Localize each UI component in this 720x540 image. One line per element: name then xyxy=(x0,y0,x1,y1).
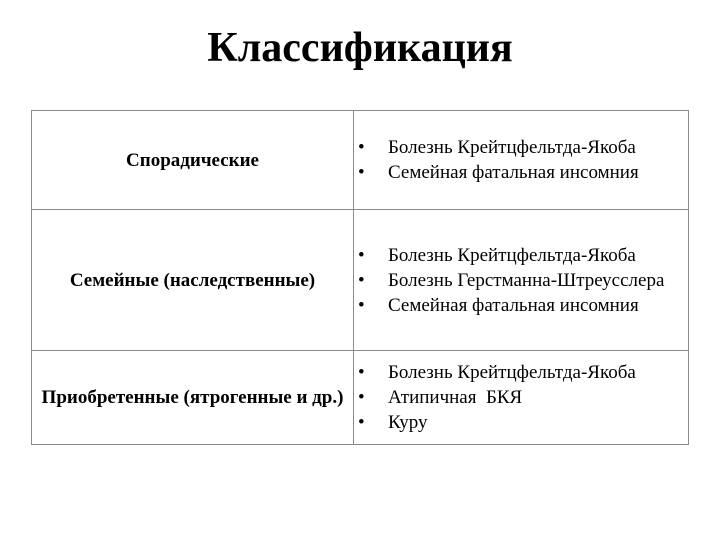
bullet-dot-icon: • xyxy=(358,162,365,183)
bullet-dot-icon: • xyxy=(358,387,365,408)
bullet-dot-icon: • xyxy=(358,269,365,291)
classification-table xyxy=(31,110,689,445)
items-cell xyxy=(354,111,689,210)
table-row xyxy=(32,111,689,210)
list-item: • Атипичная БКЯ xyxy=(358,387,523,408)
list-item: • Болезнь Крейтцфельтда-Якоба xyxy=(358,244,636,266)
list-item: • Болезнь Крейтцфельтда-Якоба xyxy=(358,137,636,158)
bullet-dot-icon: • xyxy=(358,244,365,266)
list-item: • Болезнь Герстманна-Штреусслера xyxy=(358,269,665,291)
bullet-dot-icon: • xyxy=(358,362,365,383)
bullet-dot-icon: • xyxy=(358,294,365,316)
table-row xyxy=(32,210,689,351)
disease-list xyxy=(354,360,688,435)
items-cell xyxy=(354,351,689,445)
list-item: • Куру xyxy=(358,412,428,433)
list-item: • Семейная фатальная инсомния xyxy=(358,162,639,183)
bullet-dot-icon: • xyxy=(358,137,365,158)
list-item: • Болезнь Крейтцфельтда-Якоба xyxy=(358,362,636,383)
table-row xyxy=(32,351,689,445)
page-title: Классификация xyxy=(207,25,513,71)
bullet-dot-icon: • xyxy=(358,412,365,433)
category-cell: Семейные (наследственные) xyxy=(32,210,354,351)
disease-list xyxy=(354,243,688,318)
category-cell: Спорадические xyxy=(32,111,354,210)
items-cell xyxy=(354,210,689,351)
list-item: • Семейная фатальная инсомния xyxy=(358,294,639,316)
disease-list xyxy=(354,135,688,185)
category-cell: Приобретенные (ятрогенные и др.) xyxy=(32,351,354,445)
